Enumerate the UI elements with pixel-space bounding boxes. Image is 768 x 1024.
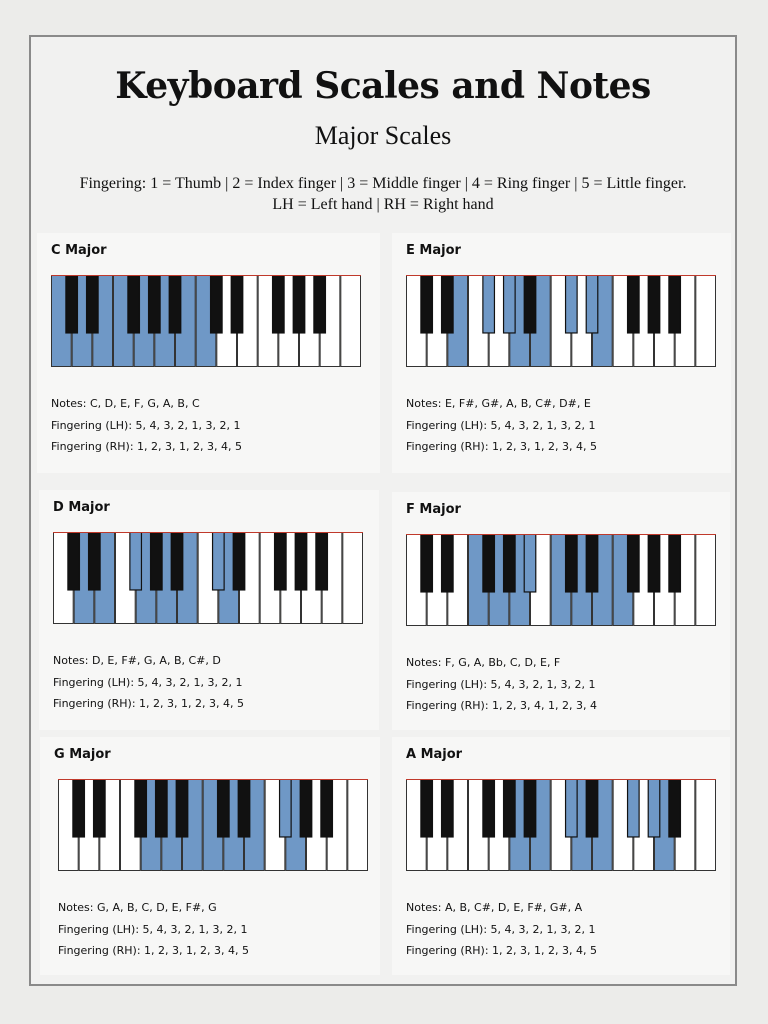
black-key xyxy=(442,275,454,333)
black-key xyxy=(300,779,312,837)
scale-title: C Major xyxy=(51,243,107,258)
scale-info xyxy=(53,650,244,715)
page-title: Keyboard Scales and Notes xyxy=(115,65,651,107)
black-key xyxy=(275,532,287,590)
keyboard-svg xyxy=(406,779,716,871)
black-key xyxy=(316,532,328,590)
black-key xyxy=(669,275,681,333)
fingering-rh: Fingering (RH): 1, 2, 3, 4, 1, 2, 3, 4 xyxy=(406,699,597,712)
fingering-rh: Fingering (RH): 1, 2, 3, 1, 2, 3, 4, 5 xyxy=(58,944,249,957)
black-key xyxy=(295,532,307,590)
scale-title: A Major xyxy=(406,747,463,762)
black-key xyxy=(176,779,188,837)
fingering-lh: Fingering (LH): 5, 4, 3, 2, 1, 3, 2, 1 xyxy=(51,418,241,432)
scale-title: F Major xyxy=(406,502,461,517)
black-key xyxy=(156,779,168,837)
keyboard-svg xyxy=(53,532,363,624)
white-key xyxy=(348,780,368,871)
black-key xyxy=(566,534,578,592)
scale-notes: Notes: C, D, E, F, G, A, B, C xyxy=(51,397,200,410)
scale-card-d-major xyxy=(39,490,379,730)
fingering-rh: Fingering (RH): 1, 2, 3, 1, 2, 3, 4, 5 xyxy=(406,944,597,957)
black-key xyxy=(211,275,223,333)
fingering-lh: Fingering (LH): 5, 4, 3, 2, 1, 3, 2, 1 xyxy=(406,922,596,936)
keyboard-svg xyxy=(406,275,716,367)
black-key xyxy=(648,779,660,837)
black-key xyxy=(66,275,78,333)
scale-notes: Notes: E, F#, G#, A, B, C#, D#, E xyxy=(406,397,591,410)
black-key xyxy=(68,532,80,590)
black-key xyxy=(273,275,285,333)
fingering-rh: Fingering (RH): 1, 2, 3, 1, 2, 3, 4, 5 xyxy=(406,440,597,453)
page-subtitle: Major Scales xyxy=(314,121,452,150)
black-key xyxy=(442,534,454,592)
scale-card-c-major xyxy=(37,233,380,473)
black-key xyxy=(648,275,660,333)
keyboard-svg xyxy=(406,534,716,626)
black-key xyxy=(442,779,454,837)
black-key xyxy=(586,275,598,333)
fingering-lh: Fingering (LH): 5, 4, 3, 2, 1, 3, 2, 1 xyxy=(406,418,596,432)
scale-notes: Notes: A, B, C#, D, E, F#, G#, A xyxy=(406,901,583,914)
keyboard-svg xyxy=(58,779,368,871)
scale-notes: Notes: D, E, F#, G, A, B, C#, D xyxy=(53,654,221,667)
scale-info xyxy=(58,897,249,962)
black-key xyxy=(524,534,536,592)
keyboard-svg xyxy=(51,275,361,367)
black-key xyxy=(421,275,433,333)
fingering-rh: Fingering (RH): 1, 2, 3, 1, 2, 3, 4, 5 xyxy=(53,697,244,710)
scale-info xyxy=(51,393,242,458)
black-key xyxy=(213,532,225,590)
black-key xyxy=(628,275,640,333)
black-key xyxy=(628,779,640,837)
scale-info xyxy=(406,652,597,717)
scale-card-a-major xyxy=(392,737,730,975)
white-key xyxy=(696,535,716,626)
white-key xyxy=(696,276,716,367)
black-key xyxy=(280,779,292,837)
black-key xyxy=(149,275,161,333)
keyboard-diagram xyxy=(406,779,719,872)
white-key xyxy=(343,533,363,624)
black-key xyxy=(483,275,495,333)
black-key xyxy=(169,275,181,333)
black-key xyxy=(483,534,495,592)
white-key xyxy=(341,276,361,367)
scale-notes: Notes: F, G, A, Bb, C, D, E, F xyxy=(406,656,561,669)
black-key xyxy=(483,779,495,837)
black-key xyxy=(135,779,147,837)
black-key xyxy=(238,779,250,837)
scale-info xyxy=(406,393,597,458)
black-key xyxy=(669,534,681,592)
keyboard-diagram xyxy=(58,779,371,872)
keyboard-diagram xyxy=(51,275,364,368)
black-key xyxy=(128,275,140,333)
black-key xyxy=(218,779,230,837)
black-key xyxy=(94,779,106,837)
legend-hands: LH = Left hand | RH = Right hand xyxy=(272,196,494,213)
black-key xyxy=(89,532,101,590)
fingering-rh: Fingering (RH): 1, 2, 3, 1, 2, 3, 4, 5 xyxy=(51,440,242,453)
scale-title: G Major xyxy=(54,747,111,762)
black-key xyxy=(151,532,163,590)
scale-title: E Major xyxy=(406,243,461,258)
scale-notes: Notes: G, A, B, C, D, E, F#, G xyxy=(58,901,217,914)
keyboard-diagram xyxy=(406,275,719,368)
legend-fingers: Fingering: 1 = Thumb | 2 = Index finger | 3 = Middle finger | 4 = Ring finger | 5 = Little finger. xyxy=(79,175,687,192)
fingering-lh: Fingering (LH): 5, 4, 3, 2, 1, 3, 2, 1 xyxy=(53,675,243,689)
black-key xyxy=(628,534,640,592)
fingering-legend xyxy=(31,173,735,215)
black-key xyxy=(171,532,183,590)
black-key xyxy=(293,275,305,333)
white-key xyxy=(696,780,716,871)
black-key xyxy=(504,534,516,592)
keyboard-diagram xyxy=(53,532,366,625)
black-key xyxy=(524,779,536,837)
scale-info xyxy=(406,897,597,962)
fingering-lh: Fingering (LH): 5, 4, 3, 2, 1, 3, 2, 1 xyxy=(58,922,248,936)
scale-title: D Major xyxy=(53,500,110,515)
black-key xyxy=(231,275,243,333)
black-key xyxy=(421,779,433,837)
black-key xyxy=(669,779,681,837)
black-key xyxy=(566,275,578,333)
black-key xyxy=(566,779,578,837)
fingering-lh: Fingering (LH): 5, 4, 3, 2, 1, 3, 2, 1 xyxy=(406,677,596,691)
black-key xyxy=(524,275,536,333)
black-key xyxy=(321,779,333,837)
black-key xyxy=(87,275,99,333)
keyboard-diagram xyxy=(406,534,719,627)
black-key xyxy=(504,275,516,333)
black-key xyxy=(586,779,598,837)
black-key xyxy=(130,532,142,590)
black-key xyxy=(233,532,245,590)
black-key xyxy=(421,534,433,592)
black-key xyxy=(504,779,516,837)
black-key xyxy=(314,275,326,333)
scale-card-e-major xyxy=(392,233,731,473)
scale-card-f-major xyxy=(392,492,730,730)
black-key xyxy=(586,534,598,592)
black-key xyxy=(648,534,660,592)
black-key xyxy=(73,779,85,837)
scale-card-g-major xyxy=(40,737,380,975)
